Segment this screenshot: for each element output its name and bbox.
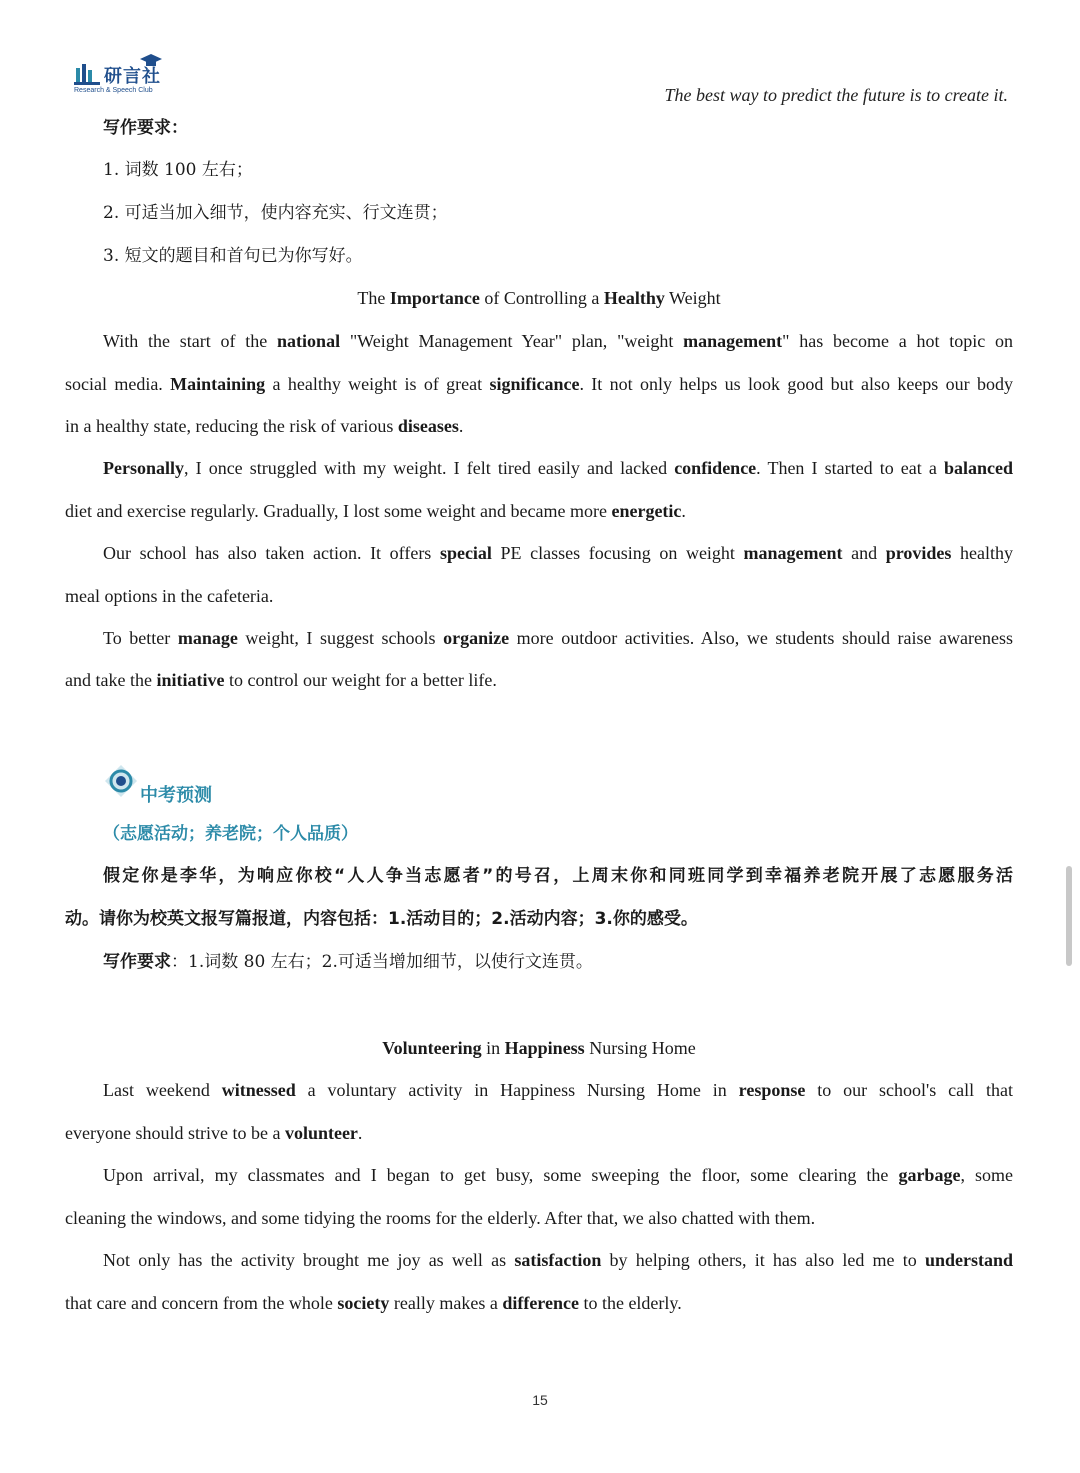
paragraph-line: Not only has the activity brought me joy as well as satisfaction by helping others, it has also led me to understand bbox=[103, 1250, 1014, 1270]
requirement-item: 3. 短文的题目和首句已为你写好。 bbox=[103, 246, 363, 266]
paragraph-line: Last weekend witnessed a voluntary activity in Happiness Nursing Home in response to our school's call that bbox=[103, 1080, 1013, 1100]
requirements-line: 写作要求：1.词数 80 左右；2.可适当增加细节，以使行文连贯。 bbox=[103, 952, 593, 972]
page-number: 15 bbox=[532, 1392, 548, 1408]
paragraph-line: and take the initiative to control our weight for a better life. bbox=[65, 670, 497, 690]
paragraph-line: Personally, I once struggled with my weight. I felt tired easily and lacked confidence. Then I started to eat a balanced bbox=[103, 458, 1013, 478]
essay-title: The Importance of Controlling a Healthy Weight bbox=[357, 288, 721, 308]
paragraph-line: that care and concern from the whole society really makes a difference to the elderly. bbox=[65, 1293, 682, 1313]
essay-title: Volunteering in Happiness Nursing Home bbox=[382, 1038, 696, 1058]
paragraph-line: Our school has also taken action. It offers special PE classes focusing on weight management and provides healthy bbox=[103, 543, 1014, 563]
target-icon bbox=[104, 764, 138, 798]
prompt-line: 动。请你为校英文报写篇报道，内容包括：1.活动目的；2.活动内容；3.你的感受。 bbox=[65, 909, 698, 929]
paragraph-line: cleaning the windows, and some tidying the rooms for the elderly. After that, we also chatted with them. bbox=[65, 1208, 816, 1228]
requirements-heading: 写作要求： bbox=[103, 118, 188, 138]
paragraph-line: To better manage weight, I suggest schools organize more outdoor activities. Also, we students should raise awareness bbox=[103, 628, 1014, 648]
section-tags: （志愿活动；养老院；个人品质） bbox=[103, 824, 358, 844]
requirement-item: 2. 可适当加入细节，使内容充实、行文连贯； bbox=[103, 203, 448, 223]
paragraph-line: With the start of the national "Weight Management Year" plan, "weight management" has become a hot topic on bbox=[103, 331, 1014, 351]
paragraph-line: in a healthy state, reducing the risk of various diseases. bbox=[65, 416, 464, 436]
section-title: 中考预测 bbox=[140, 785, 212, 806]
paragraph-line: meal options in the cafeteria. bbox=[65, 586, 274, 606]
paragraph-line: social media. Maintaining a healthy weight is of great significance. It not only helps us look good but also keeps our body bbox=[65, 374, 1013, 394]
requirement-item: 1. 词数 100 左右； bbox=[103, 160, 253, 180]
prompt-line: 假定你是李华，为响应你校“人人争当志愿者”的号召，上周末你和同班同学到幸福养老院开展了志愿服务活 bbox=[103, 866, 1013, 886]
paragraph-line: everyone should strive to be a volunteer. bbox=[65, 1123, 363, 1143]
motto: The best way to predict the future is to create it. bbox=[664, 85, 1008, 105]
paragraph-line: Upon arrival, my classmates and I began to get busy, some sweeping the floor, some clearing the garbage, some bbox=[103, 1165, 1013, 1185]
logo-subtext: Research & Speech Club bbox=[74, 87, 153, 94]
logo-text: 研言社 bbox=[104, 66, 161, 87]
requirements-label: 写作要求 bbox=[103, 952, 171, 972]
paragraph-line: diet and exercise regularly. Gradually, I lost some weight and became more energetic. bbox=[65, 501, 686, 521]
scrollbar[interactable] bbox=[1066, 866, 1072, 966]
book-icon bbox=[74, 62, 104, 86]
